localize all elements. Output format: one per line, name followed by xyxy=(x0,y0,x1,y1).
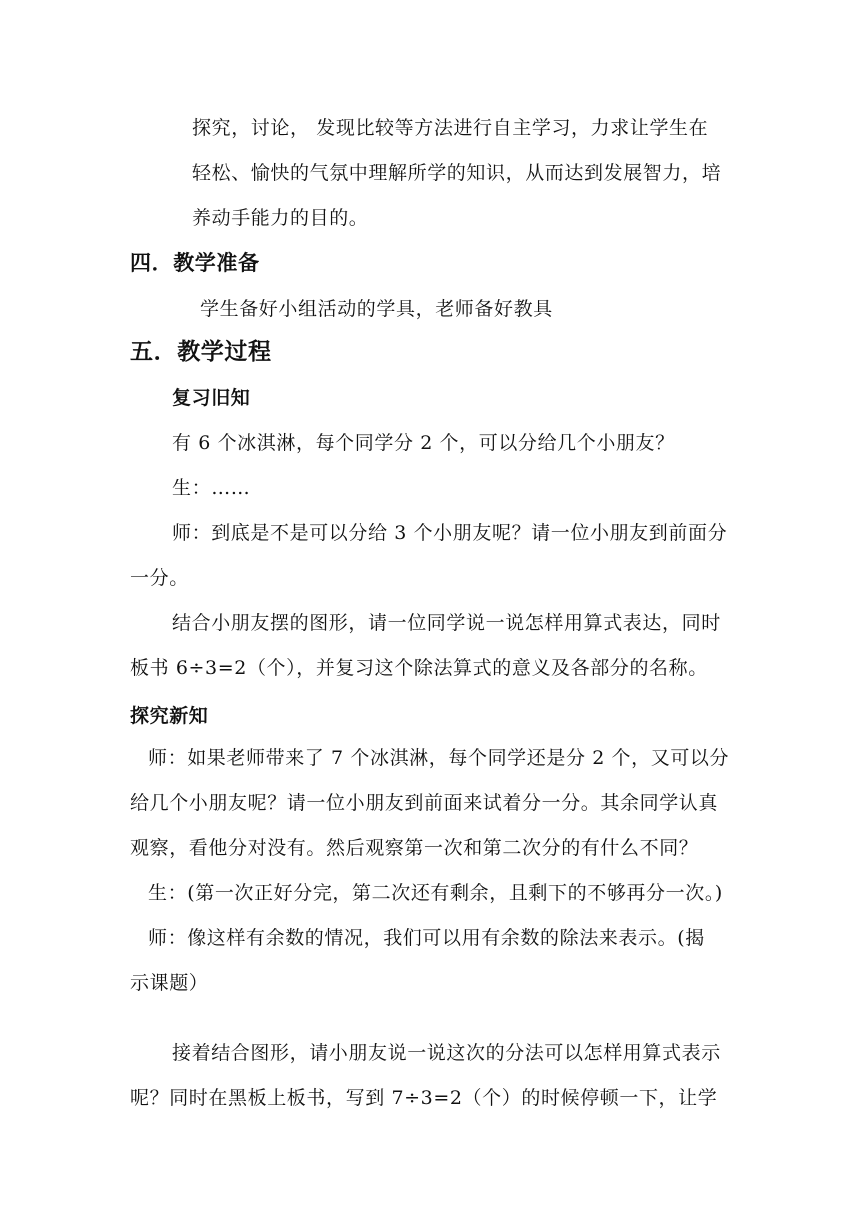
explore-teacher-line-1: 师：如果老师带来了 7 个冰淇淋，每个同学还是分 2 个，又可以分 xyxy=(148,747,730,769)
explore-next-line-2: 呢？同时在黑板上板书，写到 7÷3=2（个）的时候停顿一下，让学 xyxy=(130,1087,718,1109)
review-teacher-line-1: 师：到底是不是可以分给 3 个小朋友呢？请一位小朋友到前面分 xyxy=(172,522,728,544)
explore-teacher-line-3: 观察，看他分对没有。然后观察第一次和第二次分的有什么不同？ xyxy=(130,837,699,859)
section-4-text: 学生备好小组活动的学具，老师备好教具 xyxy=(200,298,553,320)
review-combine-line-1: 结合小朋友摆的图形，请一位同学说一说怎样用算式表达，同时 xyxy=(172,612,721,634)
section-4-heading: 四．教学准备 xyxy=(130,250,260,275)
explore-subheading: 探究新知 xyxy=(130,705,209,727)
review-student: 生：…… xyxy=(172,477,251,499)
intro-line-1: 探究，讨论， 发现比较等方法进行自主学习，力求让学生在 xyxy=(192,117,709,139)
explore-next-line-1: 接着结合图形，请小朋友说一说这次的分法可以怎样用算式表示 xyxy=(172,1042,721,1064)
explore-teacher-line-2: 给几个小朋友呢？请一位小朋友到前面来试着分一分。其余同学认真 xyxy=(130,792,719,814)
review-teacher-line-2: 一分。 xyxy=(130,567,189,589)
intro-line-2: 轻松、愉快的气氛中理解所学的知识，从而达到发展智力，培 xyxy=(192,162,722,184)
intro-line-3: 养动手能力的目的。 xyxy=(192,207,369,229)
explore-student: 生：(第一次正好分完，第二次还有剩余，且剩下的不够再分一次。) xyxy=(148,882,723,904)
review-question: 有 6 个冰淇淋，每个同学分 2 个，可以分给几个小朋友？ xyxy=(172,432,675,454)
review-subheading: 复习旧知 xyxy=(172,387,251,409)
review-combine-line-2: 板书 6÷3=2（个），并复习这个除法算式的意义及各部分的名称。 xyxy=(130,657,708,679)
section-5-heading: 五．教学过程 xyxy=(130,338,272,365)
explore-teacher2-line-2: 示课题） xyxy=(130,972,209,994)
explore-teacher2-line-1: 师：像这样有余数的情况，我们可以用有余数的除法来表示。(揭 xyxy=(148,927,705,949)
